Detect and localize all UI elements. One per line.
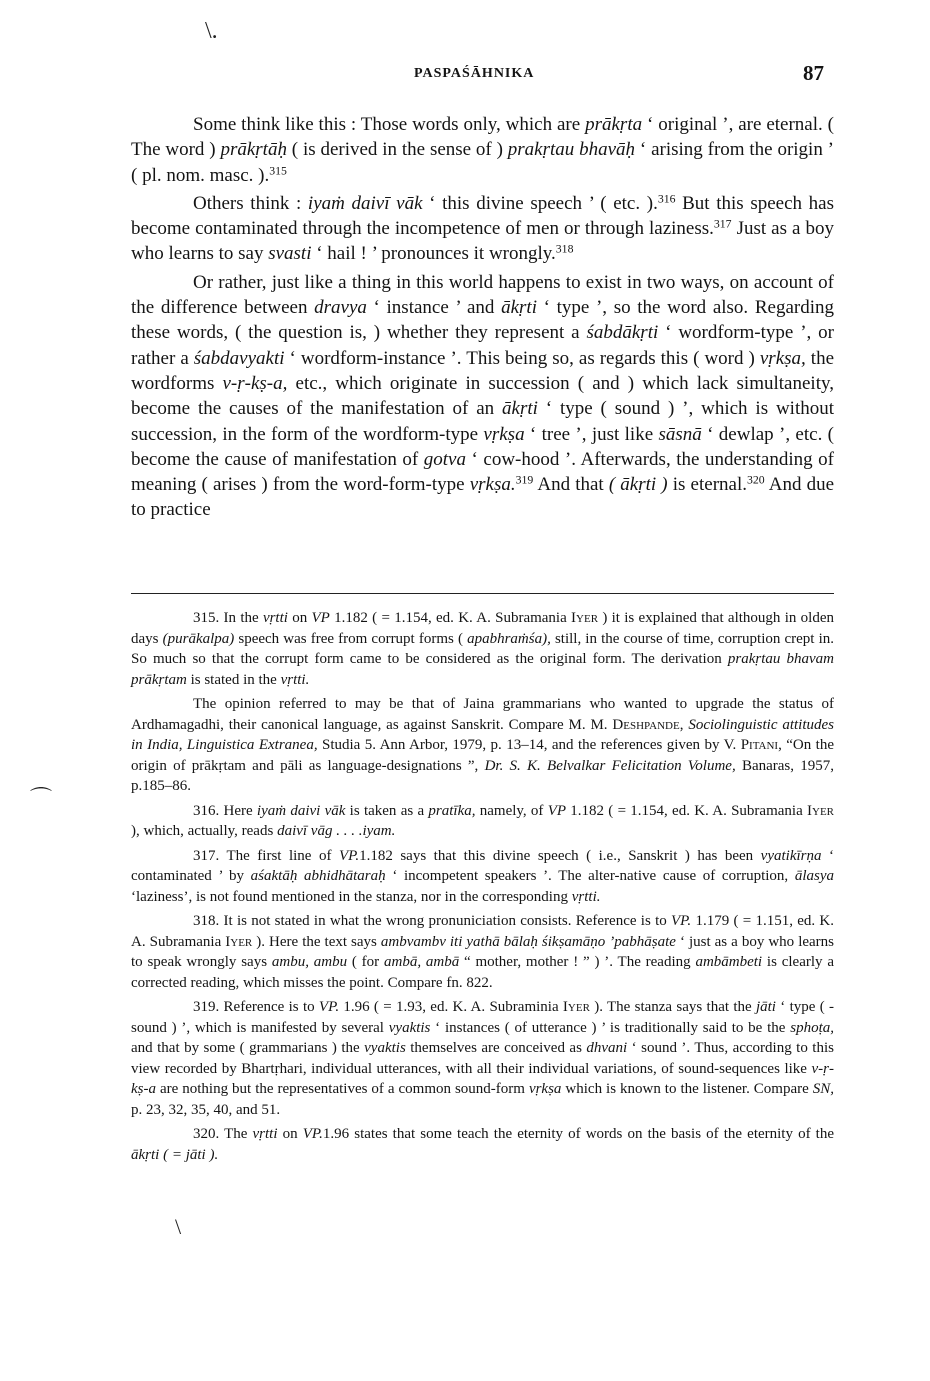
italic-term: ambvambv iti yathā bālaḥ śikṣamāṇo ’pabhāṣate xyxy=(380,933,676,950)
margin-mark-footnote: \ xyxy=(175,1214,182,1239)
footnote-ref: 320 xyxy=(746,473,765,487)
footnote-ref: 316 xyxy=(657,192,676,206)
italic-term: dravya xyxy=(314,297,367,319)
italic-term: VP. xyxy=(318,999,340,1015)
text-run: 1.96 ( = 1.93, ed. K. A. Subraminia xyxy=(339,999,563,1015)
footnote-315 xyxy=(131,608,834,690)
text-run: ‘ this divine speech ’ ( etc. ). xyxy=(422,192,658,214)
italic-term: SN, xyxy=(812,1081,835,1097)
text-run: is stated in the xyxy=(186,671,281,688)
italic-term: ākṛti xyxy=(501,297,537,319)
text-run: Or rather, just like a thing in this world happens to exist in two ways, on account of the difference between xyxy=(131,271,834,319)
text-run: Some think like this : Those words only, which are xyxy=(193,114,586,135)
text-run: 1.182 ( = 1.154, ed. K. A. Subramania xyxy=(329,610,572,626)
footnotes xyxy=(131,608,834,1165)
text-run: ‘ instance ’ and xyxy=(366,297,502,319)
text-run: 1.182 ( = 1.154, ed. K. A. Subramania xyxy=(566,802,807,819)
italic-term: ( ākṛti ) xyxy=(608,474,668,496)
text-run: ( is derived in the sense of ) xyxy=(286,139,508,161)
footnote-318 xyxy=(131,911,834,993)
text-run: 318. It is not stated in what the wrong pronuniciation consists. Reference is to xyxy=(193,913,672,929)
author-name: Deshpande xyxy=(612,716,680,733)
italic-term: ālasya xyxy=(794,868,834,884)
text-run: And that xyxy=(533,474,609,496)
text-run: are nothing but the representatives of a common sound-form xyxy=(156,1081,529,1097)
running-title: PASPAŚĀHNIKA xyxy=(414,66,535,81)
text-run: “ mother, mother ! ” ) ’. The reading xyxy=(459,954,696,970)
text-run: ‘ arising from the origin ’ ( pl. nom. masc. ). xyxy=(131,139,834,186)
author-name: Iyer xyxy=(562,999,590,1015)
text-run: 317. The first line of xyxy=(193,847,339,864)
text-run: But this speech has become contaminated through the incompetence of men or through laziness. xyxy=(131,192,834,240)
margin-mark-top: \. xyxy=(205,18,218,44)
text-run: Studia 5. Ann Arbor, 1979, p. 13–14, and the references given by V. xyxy=(317,737,741,753)
italic-term: vyatikīrṇa xyxy=(760,847,822,864)
paragraph-2 xyxy=(131,191,834,267)
text-run: the wordforms xyxy=(131,347,835,394)
italic-term: vṛkṣa xyxy=(528,1081,562,1097)
text-run: ( for xyxy=(347,954,384,970)
text-run: still, in the course of time, corruption crept in. So much so that the corrupt form came to be considered as the original form. The derivation xyxy=(131,630,834,667)
text-run: ). Here the text says xyxy=(252,933,381,950)
italic-term: śabdavyakti xyxy=(193,347,285,369)
italic-term: VP. xyxy=(338,847,360,864)
text-run: p. 23, 32, 35, 40, and 51. xyxy=(131,1101,281,1118)
text-run: 316. Here xyxy=(193,802,257,819)
italic-term: vṛtti. xyxy=(280,671,310,688)
footnote-ref: 317 xyxy=(713,217,732,231)
text-run: ‘ sound ’. Thus, according to this view recorded by Bhartṛhari, individual utterances, with all their individual variations, of sound-sequences like xyxy=(131,1040,834,1077)
footnote-ref: 319 xyxy=(515,473,534,487)
italic-term: Sociolinguistic attitudes in India, Linguistica Extranea, xyxy=(131,716,835,753)
text-run: ‘ cow-hood ’. Afterwards, the understanding of meaning ( arises ) from the word-form-type xyxy=(131,448,834,496)
author-name: Pitani xyxy=(740,737,779,753)
text-run: which is known to the listener. Compare xyxy=(561,1081,813,1097)
italic-term: iyaṁ daivī vāk xyxy=(307,192,423,214)
text-run: The opinion referred to may be that of Jaina grammarians who wanted to upgrade the status of Ardhamagadhi, their canonical language, as against Sanskrit. Compare M. M. xyxy=(131,696,834,733)
footnote-319 xyxy=(131,997,834,1120)
italic-term: vṛkṣa. xyxy=(469,474,516,496)
italic-term: iyaṁ daivi vāk xyxy=(256,802,346,819)
text-run: is taken as a xyxy=(345,802,429,819)
italic-term: sāsnā xyxy=(658,423,702,445)
text-run: 320. The xyxy=(193,1126,253,1142)
text-run: ‘ hail ! ’ pronounces it wrongly. xyxy=(311,243,556,265)
text-run: ‘ type ( -sound ) ’, which is manifested by several xyxy=(131,999,834,1036)
main-text xyxy=(131,112,834,523)
italic-term: jāti xyxy=(755,999,776,1015)
margin-mark-left: ⌒ xyxy=(30,786,53,811)
italic-term: śabdākṛti xyxy=(586,322,659,344)
text-run: ‘ dewlap ’, etc. ( become the cause of manifestation of xyxy=(131,423,835,470)
italic-term: ākṛti ( = jāti ). xyxy=(131,1146,219,1163)
italic-term: pratīka, xyxy=(428,802,476,819)
text-run: ‘ just as a boy who learns to speak wrongly says xyxy=(131,933,835,970)
italic-term: VP. xyxy=(302,1126,323,1142)
italic-term: Dr. S. K. Belvalkar Felicitation Volume, xyxy=(484,757,736,774)
italic-term: sphoṭa, xyxy=(790,1019,834,1036)
italic-term: svasti xyxy=(268,243,312,265)
footnote-ref: 318 xyxy=(555,243,574,257)
text-run: Others think : xyxy=(193,192,308,214)
author-name: Iyer xyxy=(225,933,253,950)
paragraph-3 xyxy=(131,270,834,523)
footnote-317 xyxy=(131,846,834,908)
italic-term: vṛkṣa xyxy=(483,423,525,445)
italic-term: vṛtti xyxy=(252,1126,278,1142)
italic-term: prākṛtāḥ xyxy=(220,139,287,161)
italic-term: VP xyxy=(547,802,567,819)
italic-term: ambāmbeti xyxy=(695,954,763,970)
italic-term: (purākalpa) xyxy=(162,630,235,647)
text-run: 1.182 says that this divine speech ( i.e., Sanskrit ) has been xyxy=(359,847,761,864)
italic-term: ambu, ambu xyxy=(271,954,348,970)
italic-term: apabhraṁśa), xyxy=(467,630,551,647)
text-run: and that by some ( grammarians ) the xyxy=(131,1040,365,1056)
italic-term: prakṛtau bhavam prākṛtam xyxy=(131,651,834,688)
page-number: 87 xyxy=(803,61,824,85)
text-run: is eternal. xyxy=(667,474,747,496)
text-run: Just as a boy who learns to say xyxy=(131,218,834,265)
text-run: namely, of xyxy=(475,802,548,819)
text-run: on xyxy=(277,1126,303,1142)
italic-term: dhvani xyxy=(586,1040,628,1056)
text-run: etc., which originate in succession ( and ) which lack simultaneity, become the causes of the manifestation of an xyxy=(131,372,834,420)
text-run: ‘ original ’, are eternal. ( The word ) xyxy=(131,114,834,161)
italic-term: vṛtti xyxy=(262,610,288,626)
text-run: 319. Reference is to xyxy=(193,999,319,1015)
italic-term: vyaktis xyxy=(388,1019,431,1036)
text-run: themselves are conceived as xyxy=(405,1040,587,1056)
italic-term: vṛtti. xyxy=(571,888,601,905)
italic-term: gotva xyxy=(423,448,466,470)
italic-term: daivī vāg . . . .iyam. xyxy=(277,823,396,839)
text-run: speech was free from corrupt forms ( xyxy=(234,630,468,647)
text-run: , “On the origin of prākṛtam and pāli as language-designations ”, xyxy=(131,737,834,774)
text-run: ‘ type ( sound ) ’, which is without succession, in the form of the wordform-type xyxy=(131,398,835,445)
text-run: ‘ type ’, so the word also. Regarding these words, ( the question is, ) whether they represent a xyxy=(131,297,834,344)
author-name: Iyer xyxy=(807,802,834,819)
italic-term: VP. xyxy=(671,913,692,929)
text-run: ‘ tree ’, just like xyxy=(524,423,659,445)
text-run: ). The stanza says that the xyxy=(589,999,756,1015)
italic-term: aśaktāḥ abhidhātaraḥ xyxy=(250,868,386,884)
footnote-separator xyxy=(131,593,834,594)
text-run: 1.96 states that some teach the eternity of words on the basis of the eternity of the xyxy=(322,1126,835,1142)
text-run: ‘ incompetent speakers ’. The alter-native cause of corruption, xyxy=(385,868,795,884)
italic-term: prakṛtau bhavāḥ xyxy=(507,139,636,161)
italic-term: v-ṛ-kṣ-a, xyxy=(222,372,288,394)
author-name: Iyer xyxy=(571,610,599,626)
italic-term: v-ṛ-kṣ-a xyxy=(131,1060,834,1097)
footnote-ref: 315 xyxy=(269,164,287,178)
text-run: , xyxy=(679,716,689,733)
page-header xyxy=(131,61,834,88)
footnote-320 xyxy=(131,1124,834,1165)
text-run: ), which, actually, reads xyxy=(131,823,278,839)
italic-term: ambā, ambā xyxy=(383,954,460,970)
text-run: 1.179 ( = 1.151, ed. K. A. Subramania xyxy=(131,913,834,950)
text-run: ‘laziness’, is not found mentioned in the stanza, nor in the corresponding xyxy=(131,888,572,905)
text-run: 315. In the xyxy=(193,610,263,626)
text-run: ‘ wordform-type ’, or rather a xyxy=(131,322,834,369)
text-run: ‘ instances ( of utterance ) ’ is traditionally said to be the xyxy=(430,1019,791,1036)
italic-term: VP xyxy=(311,610,330,626)
text-run: ) it is explained that although in olden days xyxy=(131,610,834,647)
text-run: Banaras, 1957, p.185–86. xyxy=(131,757,835,794)
italic-term: ākṛti xyxy=(502,398,538,420)
text-run: And due to practice xyxy=(131,474,834,521)
italic-term: vyaktis xyxy=(364,1040,406,1056)
text-run: ‘ wordform-instance ’. This being so, as regards this ( word ) xyxy=(284,347,760,369)
italic-term: prākṛta xyxy=(585,114,643,135)
text-run: ‘ contaminated ’ by xyxy=(131,847,834,884)
text-run: is clearly a corrected reading, which misses the point. Compare fn. 822. xyxy=(131,954,834,991)
footnote-316 xyxy=(131,801,834,842)
text-run: on xyxy=(287,610,312,626)
footnote-315-continued xyxy=(131,694,834,797)
italic-term: vṛkṣa, xyxy=(759,347,806,369)
paragraph-1 xyxy=(131,112,834,188)
